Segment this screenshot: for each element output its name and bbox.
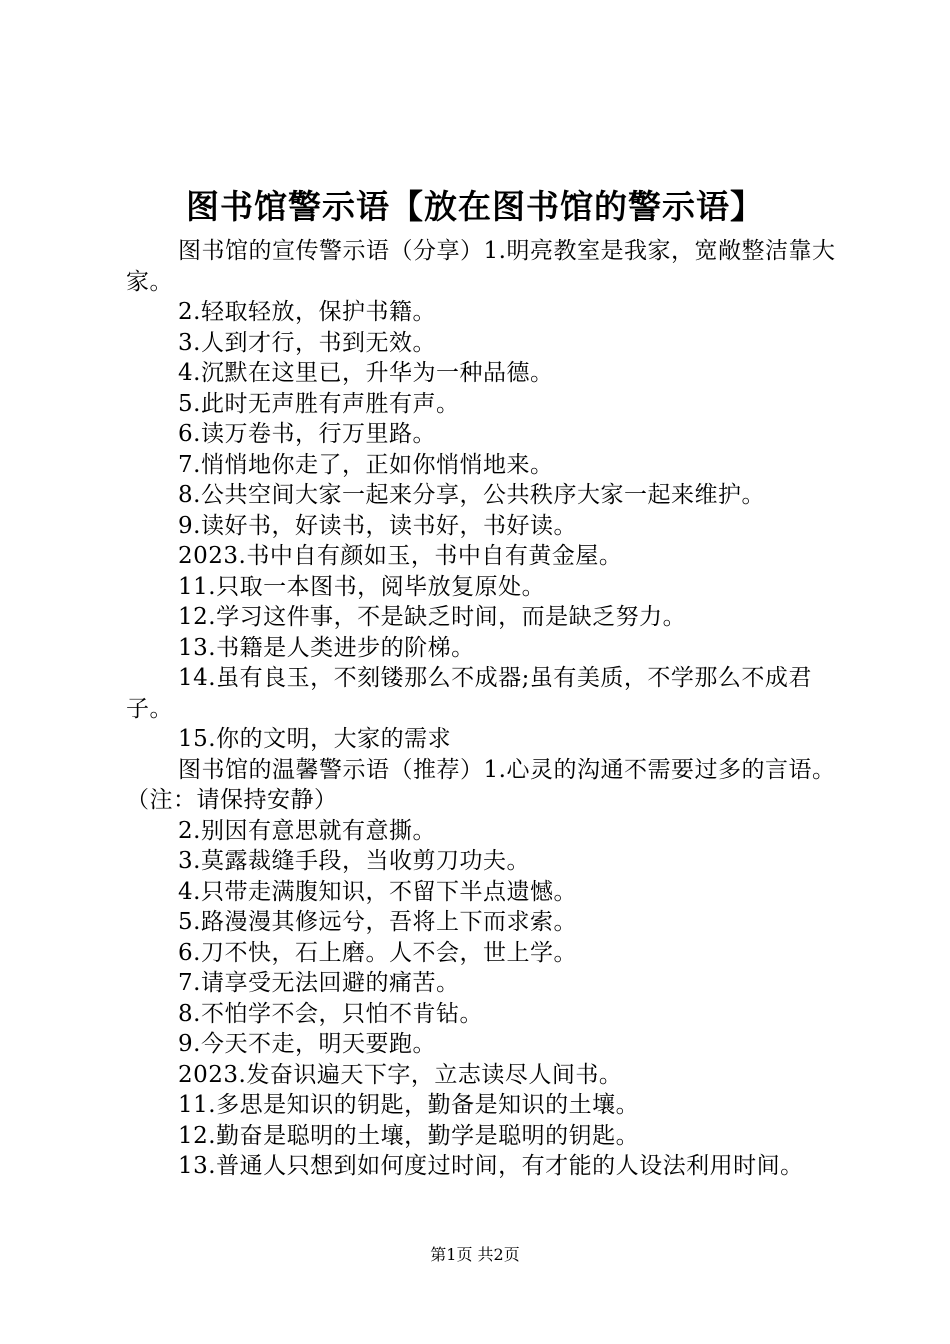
paragraph: 2.别因有意思就有意撕。: [178, 817, 436, 844]
paragraph: 9.读好书，好读书，读书好，书好读。: [178, 512, 577, 539]
paragraph: 2023.书中自有颜如玉，书中自有黄金屋。: [178, 543, 623, 569]
paragraph: 11.只取一本图书，阅毕放复原处。: [178, 573, 546, 600]
paragraph: 6.刀不快，石上磨。人不会，世上学。: [178, 939, 577, 966]
paragraph: 14.虽有良玉，不刻镂那么不成器;虽有美质，不学那么不成君子。: [126, 665, 812, 722]
paragraph: 7.悄悄地你走了，正如你悄悄地来。: [178, 451, 554, 478]
paragraph: 13.普通人只想到如何度过时间，有才能的人设法利用时间。: [178, 1153, 804, 1179]
paragraph: 12.勤奋是聪明的土壤，勤学是聪明的钥匙。: [178, 1122, 640, 1149]
page-number-footer: 第1页 共2页: [430, 1245, 520, 1264]
paragraph: 12.学习这件事，不是缺乏时间，而是缺乏努力。: [178, 604, 687, 630]
paragraph: 4.沉默在这里已，升华为一种品德。: [178, 360, 554, 386]
paragraph: 8.公共空间大家一起来分享，公共秩序大家一起来维护。: [178, 482, 765, 508]
paragraph: 4.只带走满腹知识，不留下半点遗憾。: [178, 878, 577, 905]
paragraph: 图书馆的温馨警示语（推荐）1.心灵的沟通不需要过多的言语。（注：请保持安静）: [126, 756, 836, 813]
document-title: 图书馆警示语【放在图书馆的警示语】: [186, 187, 764, 226]
paragraph: 15.你的文明，大家的需求: [178, 726, 452, 752]
paragraph: 5.此时无声胜有声胜有声。: [178, 390, 460, 417]
paragraph: 图书馆的宣传警示语（分享）1.明亮教室是我家，宽敞整洁靠大家。: [126, 238, 836, 295]
paragraph: 5.路漫漫其修远兮，吾将上下而求索。: [178, 909, 577, 935]
paragraph: 2023.发奋识遍天下字，立志读尽人间书。: [178, 1061, 623, 1088]
paragraph: 8.不怕学不会，只怕不肯钻。: [178, 1000, 483, 1027]
paragraph: 13.书籍是人类进步的阶梯。: [178, 634, 475, 661]
paragraph: 9.今天不走，明天要跑。: [178, 1031, 436, 1057]
document-body: [126, 236, 838, 1182]
paragraph: 3.莫露裁缝手段，当收剪刀功夫。: [178, 848, 530, 874]
paragraph: 7.请享受无法回避的痛苦。: [178, 970, 460, 996]
paragraph: 2.轻取轻放，保护书籍。: [178, 299, 436, 325]
paragraph: 11.多思是知识的钥匙，勤备是知识的土壤。: [178, 1092, 640, 1118]
paragraph: 3.人到才行，书到无效。: [178, 329, 436, 356]
paragraph: 6.读万卷书，行万里路。: [178, 421, 436, 447]
